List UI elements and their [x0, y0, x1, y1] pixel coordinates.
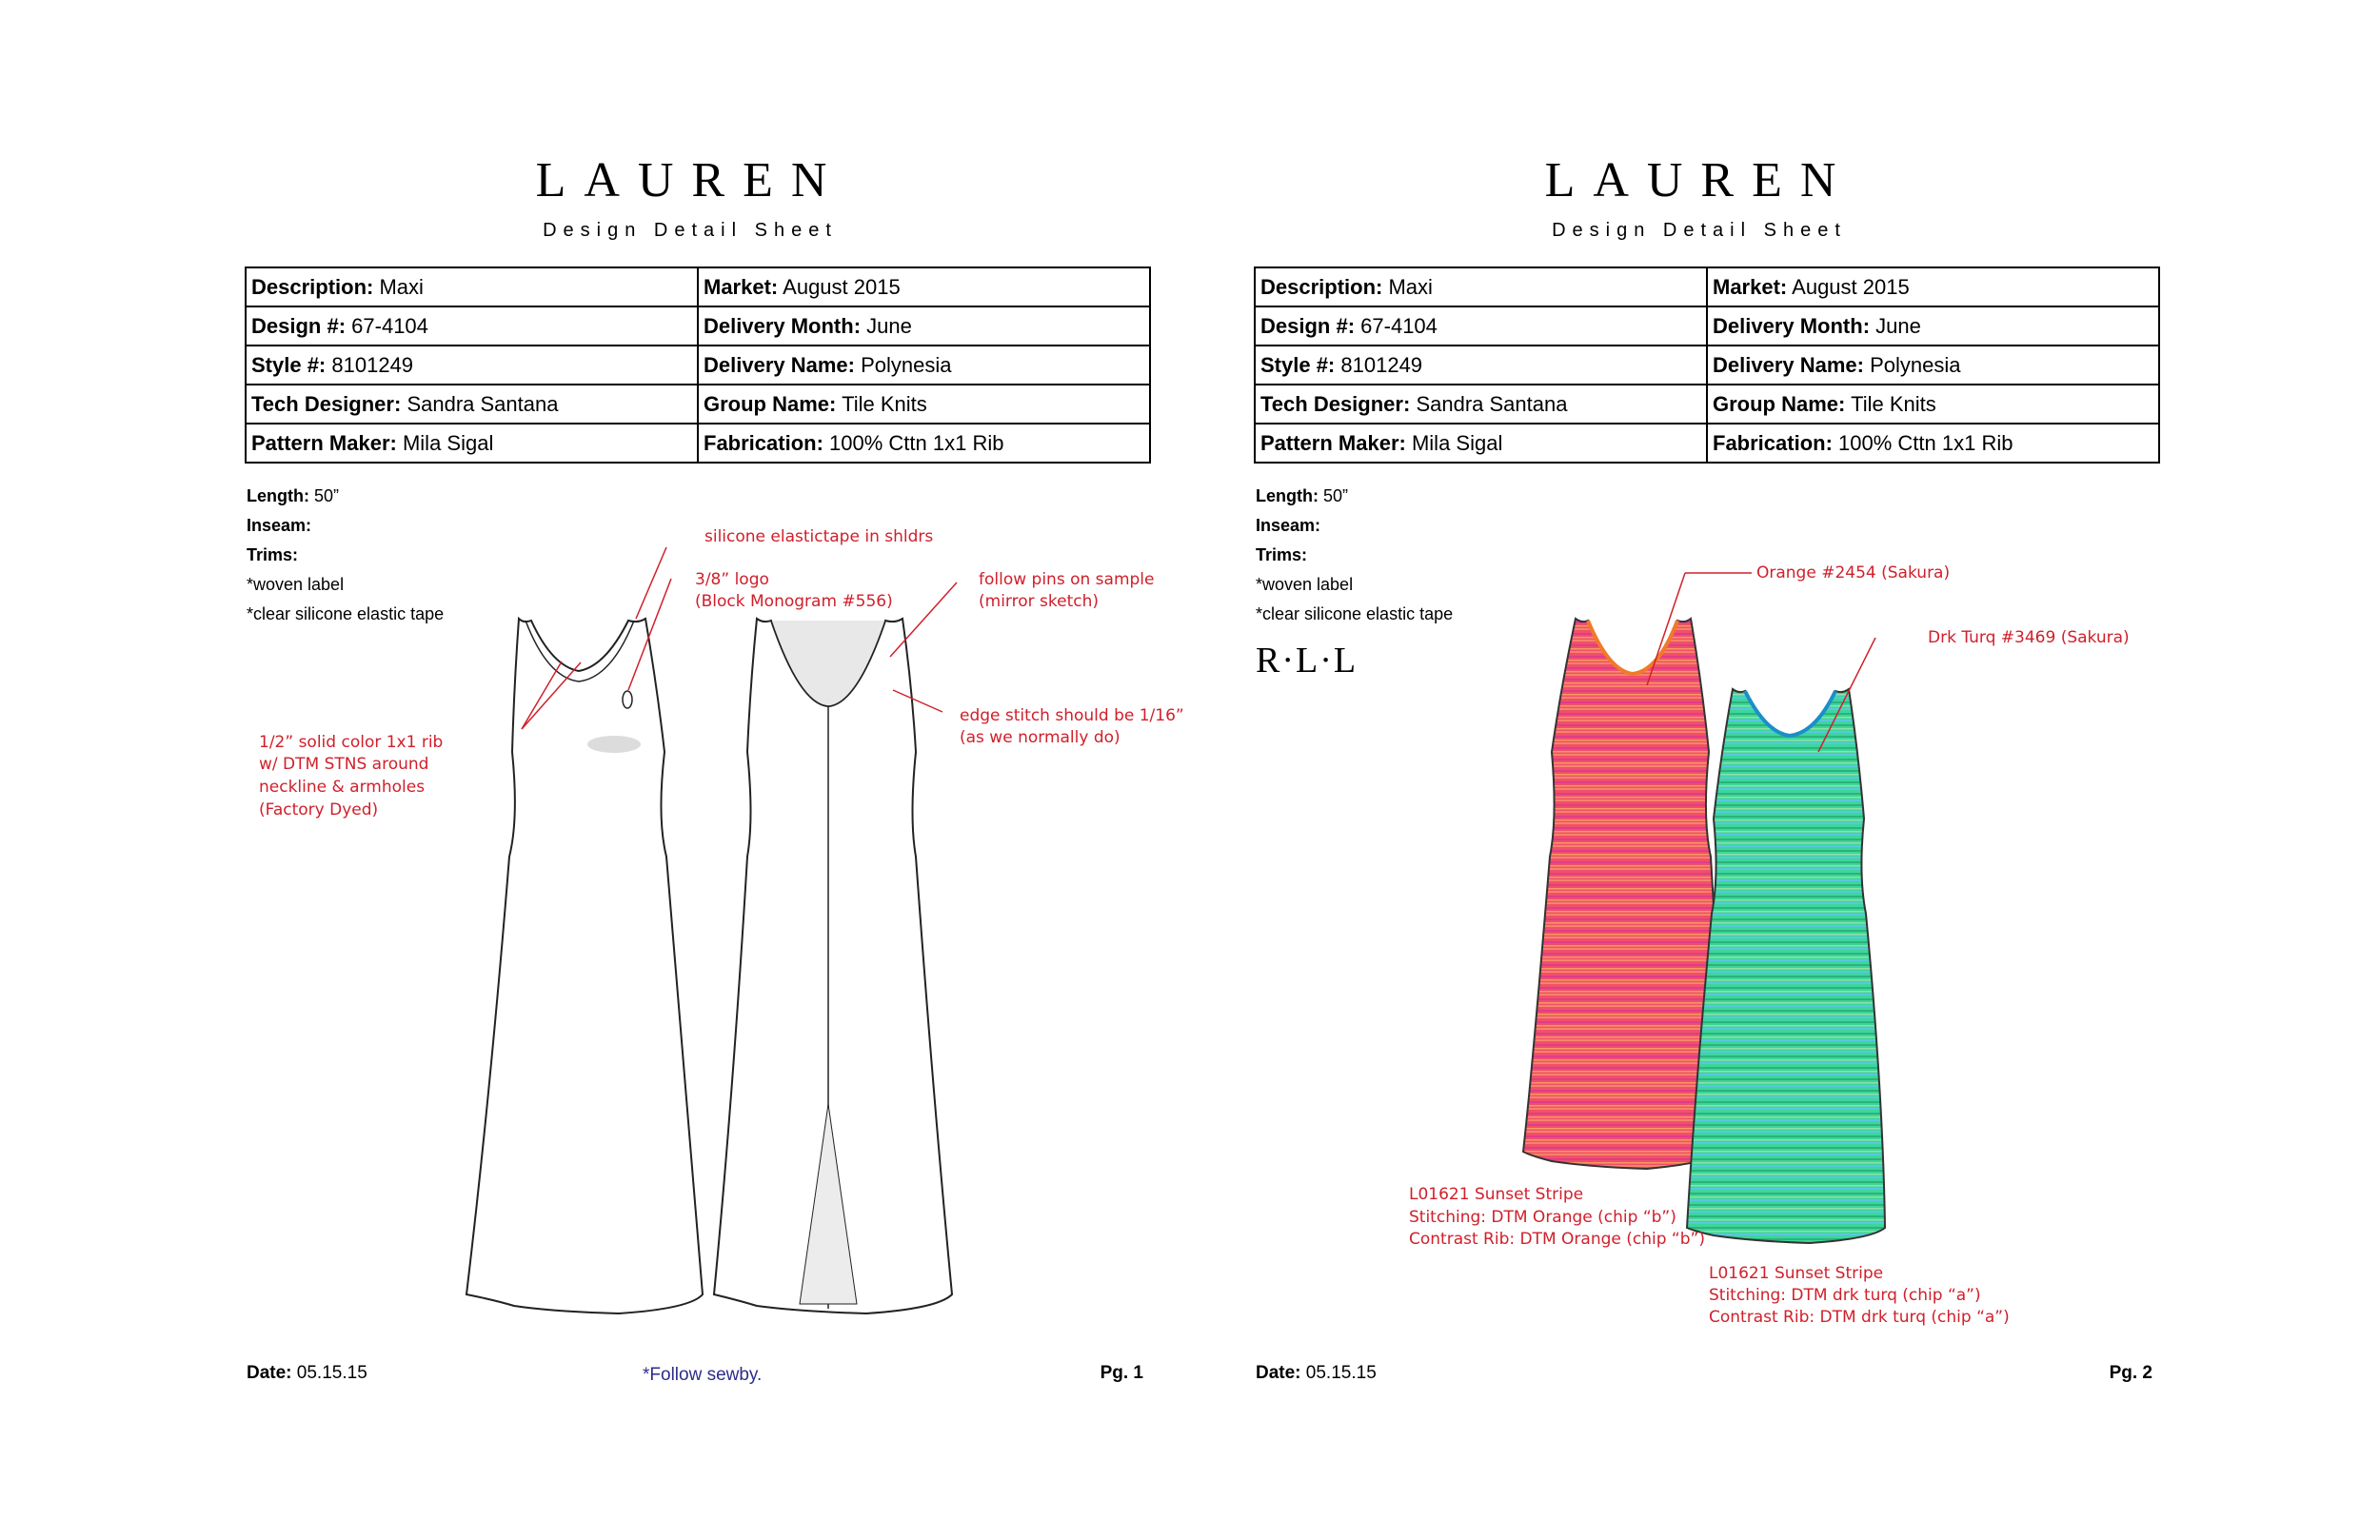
design-label: Design #: [1260, 313, 1356, 338]
note-pins: (mirror sketch) [979, 592, 1099, 611]
footer-date [247, 1363, 367, 1384]
note-logo: 3/8” logo [695, 570, 769, 589]
group-name-label: Group Name: [704, 391, 837, 416]
orange-rib-spec: Contrast Rib: DTM Orange (chip “b”) [1409, 1230, 1705, 1249]
date-label: Date: [1256, 1363, 1301, 1383]
tech-designer-value: Sandra Santana [407, 391, 559, 416]
orange-colorway-dress [1523, 619, 1723, 1169]
note-logo: (Block Monogram #556) [695, 592, 893, 611]
turq-rib-spec: Contrast Rib: DTM drk turq (chip “a”) [1709, 1308, 2010, 1327]
flat-sketch-artwork [238, 0, 1285, 1540]
note-rib: (Factory Dyed) [259, 800, 379, 819]
trim-item: *woven label [247, 575, 345, 594]
design-sheet-page-2 [1247, 0, 2294, 1540]
trim-item: *clear silicone elastic tape [247, 604, 445, 623]
delivery-name-label: Delivery Name: [704, 352, 855, 377]
brand-logo: LAUREN [535, 153, 845, 207]
front-dress-sketch [466, 619, 703, 1313]
colorway-artwork [1247, 0, 2294, 1540]
pattern-maker-label: Pattern Maker: [251, 430, 397, 455]
design-label: Design #: [251, 313, 347, 338]
note-turq-color: Drk Turq #3469 (Sakura) [1928, 628, 2130, 647]
length-label: Length: [1256, 486, 1319, 505]
tech-designer-label: Tech Designer: [251, 391, 402, 416]
market-label: Market: [704, 274, 779, 299]
annotations [259, 527, 1184, 819]
rll-monogram: R·L·L [1256, 641, 1359, 681]
date-value: 05.15.15 [1305, 1363, 1377, 1383]
pattern-maker-label: Pattern Maker: [1260, 430, 1406, 455]
date-label: Date: [247, 1363, 292, 1383]
tech-designer-value: Sandra Santana [1416, 391, 1568, 416]
design-value: 67-4104 [351, 313, 428, 338]
style-label: Style #: [251, 352, 327, 377]
note-orange-color: Orange #2454 (Sakura) [1756, 563, 1951, 582]
inseam-label: Inseam: [1256, 516, 1321, 535]
length-label: Length: [247, 486, 309, 505]
note-pins: follow pins on sample [979, 570, 1155, 589]
design-sheet-page-1 [238, 0, 1285, 1540]
market-label: Market: [1713, 274, 1788, 299]
group-name-value: Tile Knits [1851, 391, 1936, 416]
fabrication-value: 100% Cttn 1x1 Rib [1838, 430, 2013, 455]
delivery-month-label: Delivery Month: [1713, 313, 1871, 338]
turq-stitch-spec: Stitching: DTM drk turq (chip “a”) [1709, 1286, 1981, 1305]
delivery-name-value: Polynesia [1870, 352, 1961, 377]
delivery-name-label: Delivery Name: [1713, 352, 1864, 377]
tech-designer-label: Tech Designer: [1260, 391, 1411, 416]
sewby-note: *Follow sewby. [643, 1365, 763, 1385]
fabrication-label: Fabrication: [1713, 430, 1833, 455]
length-value: 50” [1323, 486, 1349, 505]
date-value: 05.15.15 [296, 1363, 367, 1383]
market-value: August 2015 [1792, 274, 1910, 299]
orange-stripe-spec: L01621 Sunset Stripe [1409, 1185, 1584, 1204]
front-shading [587, 736, 641, 753]
brand-logo: LAUREN [1544, 153, 1854, 207]
sheet-subtitle: Design Detail Sheet [1552, 220, 1847, 241]
note-rib: w/ DTM STNS around [259, 755, 429, 774]
footer-date [1256, 1363, 1377, 1384]
pattern-maker-value: Mila Sigal [1411, 430, 1503, 455]
style-label: Style #: [1260, 352, 1336, 377]
delivery-month-value: June [1875, 313, 1921, 338]
note-edge-stitch: (as we normally do) [960, 728, 1121, 747]
inseam-label: Inseam: [247, 516, 312, 535]
description-label: Description: [1260, 274, 1383, 299]
trim-item: *clear silicone elastic tape [1256, 604, 1454, 623]
page-number: Pg. 2 [2109, 1363, 2152, 1383]
length-value: 50” [314, 486, 340, 505]
turquoise-colorway-dress [1687, 689, 1885, 1243]
trim-item: *woven label [1256, 575, 1354, 594]
market-value: August 2015 [783, 274, 901, 299]
trims-label: Trims: [1256, 545, 1308, 564]
turq-stripe-spec: L01621 Sunset Stripe [1709, 1264, 1884, 1283]
description-value: Maxi [1388, 274, 1433, 299]
style-value: 8101249 [1340, 352, 1423, 377]
description-label: Description: [251, 274, 374, 299]
orange-stitch-spec: Stitching: DTM Orange (chip “b”) [1409, 1208, 1676, 1227]
sheet-subtitle: Design Detail Sheet [543, 220, 838, 241]
group-name-value: Tile Knits [842, 391, 927, 416]
delivery-month-value: June [866, 313, 912, 338]
pattern-maker-value: Mila Sigal [402, 430, 494, 455]
fabrication-label: Fabrication: [704, 430, 823, 455]
trims-label: Trims: [247, 545, 299, 564]
description-value: Maxi [379, 274, 424, 299]
group-name-label: Group Name: [1713, 391, 1846, 416]
page-number: Pg. 1 [1100, 1363, 1143, 1383]
delivery-name-value: Polynesia [861, 352, 952, 377]
design-value: 67-4104 [1360, 313, 1438, 338]
note-rib: neckline & armholes [259, 778, 426, 797]
delivery-month-label: Delivery Month: [704, 313, 862, 338]
back-dress-sketch [714, 619, 952, 1313]
style-value: 8101249 [331, 352, 414, 377]
note-silicone: silicone elastictape in shldrs [704, 527, 934, 546]
fabrication-value: 100% Cttn 1x1 Rib [829, 430, 1004, 455]
note-rib: 1/2” solid color 1x1 rib [259, 733, 444, 752]
note-edge-stitch: edge stitch should be 1/16” [960, 706, 1184, 725]
